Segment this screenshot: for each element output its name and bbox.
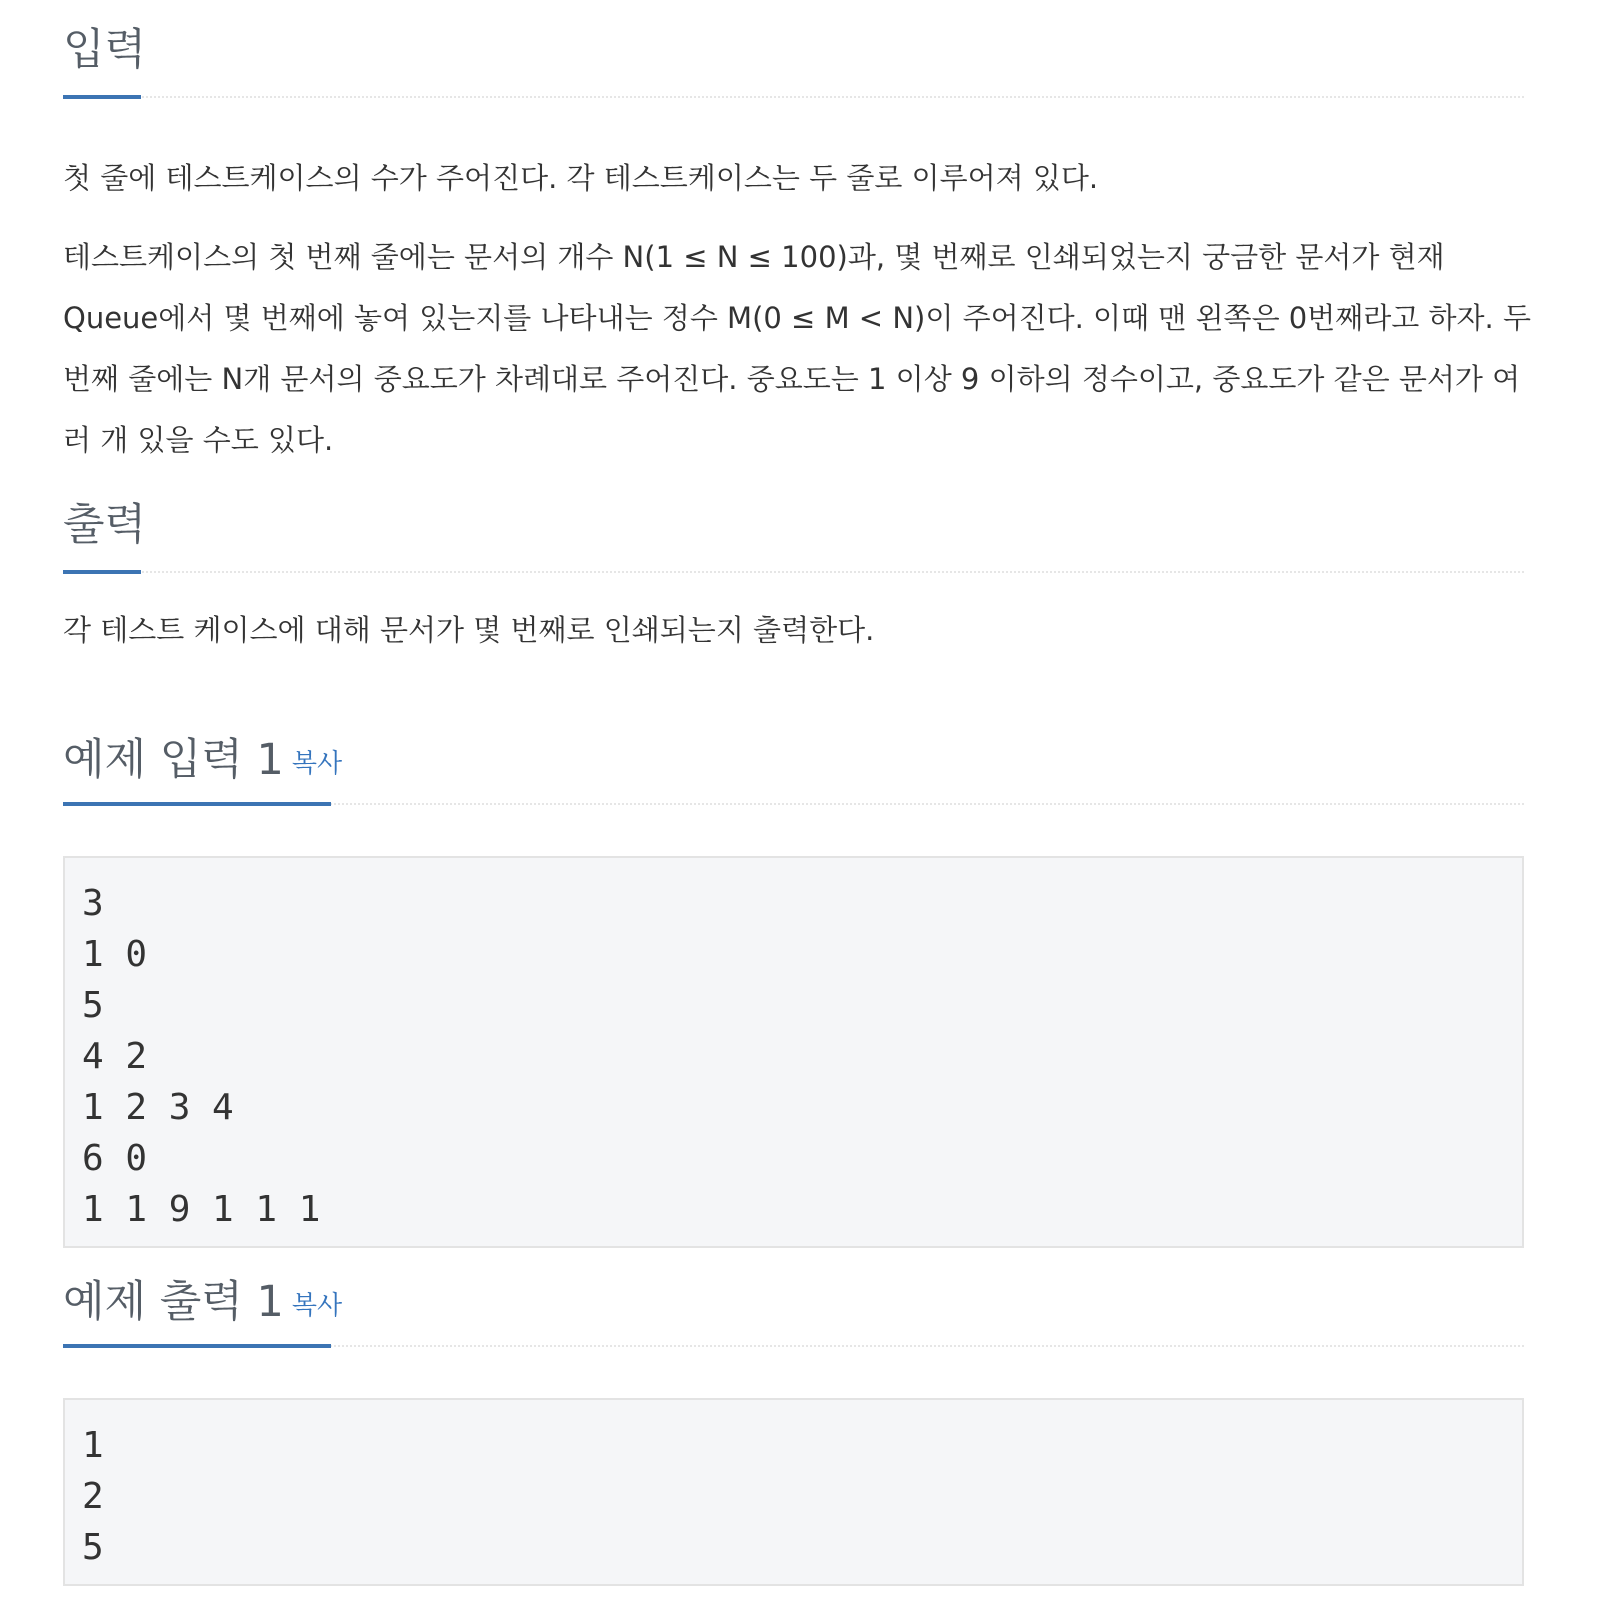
sample-input-line: 1 2 3 4 xyxy=(82,1087,234,1128)
sample-input-title: 예제 입력 1 xyxy=(63,735,284,785)
output-headline xyxy=(63,473,1524,573)
input-paragraph-2-line-1: 테스트케이스의 첫 번째 줄에는 문서의 개수 N(1 ≤ N ≤ 100)과, 몇 번째로 인쇄되었는지 궁금한 문서가 현재 xyxy=(63,240,1445,274)
sample-output-heading xyxy=(63,1274,342,1334)
heading-underline xyxy=(63,570,141,574)
input-description xyxy=(63,148,1531,471)
sample-input-box xyxy=(63,856,1524,1248)
sample-input-headline xyxy=(63,708,1524,805)
input-paragraph-1-line-1: 첫 줄에 테스트케이스의 수가 주어진다. 각 테스트케이스는 두 줄로 이루어져 있다. xyxy=(63,161,1099,195)
heading-underline xyxy=(63,1344,331,1348)
sample-input-copy-button[interactable]: 복사 xyxy=(291,749,343,779)
sample-output-line: 5 xyxy=(82,1527,104,1568)
input-paragraph-2-line-4: 러 개 있을 수도 있다. xyxy=(63,423,334,457)
input-headline xyxy=(63,0,1524,98)
sample-output-box xyxy=(63,1398,1524,1586)
sample-input-data xyxy=(82,878,1522,1235)
sample-output-copy-button[interactable]: 복사 xyxy=(291,1291,343,1321)
sample-output-title: 예제 출력 1 xyxy=(63,1277,284,1327)
sample-input-line: 6 0 xyxy=(82,1138,148,1179)
sample-input-line: 3 xyxy=(82,883,104,924)
sample-input-section xyxy=(63,708,1524,1230)
heading-underline xyxy=(63,95,141,99)
input-paragraph-2 xyxy=(63,227,1531,471)
heading-underline xyxy=(63,802,331,806)
sample-input-line: 4 2 xyxy=(82,1036,148,1077)
sample-output-headline xyxy=(63,1250,1524,1347)
output-description: 각 테스트 케이스에 대해 문서가 몇 번째로 인쇄되는지 출력한다. xyxy=(63,613,875,647)
sample-input-line: 5 xyxy=(82,985,104,1026)
sample-output-data xyxy=(82,1420,1522,1573)
output-heading: 출력 xyxy=(63,500,147,550)
sample-output-line: 2 xyxy=(82,1476,104,1517)
sample-output-section xyxy=(63,1250,1524,1568)
input-paragraph-1 xyxy=(63,148,1531,209)
input-paragraph-2-line-2: Queue에서 몇 번째에 놓여 있는지를 나타내는 정수 M(0 ≤ M < N)이 주어진다. 이때 맨 왼쪽은 0번째라고 하자. 두 xyxy=(63,301,1532,335)
sample-output-line: 1 xyxy=(82,1425,104,1466)
sample-input-line: 1 0 xyxy=(82,934,148,975)
input-paragraph-2-line-3: 번째 줄에는 N개 문서의 중요도가 차례대로 주어진다. 중요도는 1 이상 9 이하의 정수이고, 중요도가 같은 문서가 여 xyxy=(63,362,1521,396)
input-heading: 입력 xyxy=(63,25,147,75)
input-section xyxy=(63,0,1532,457)
sample-input-heading xyxy=(63,732,342,792)
sample-input-line: 1 1 9 1 1 1 xyxy=(82,1189,321,1230)
output-section xyxy=(63,473,1524,647)
